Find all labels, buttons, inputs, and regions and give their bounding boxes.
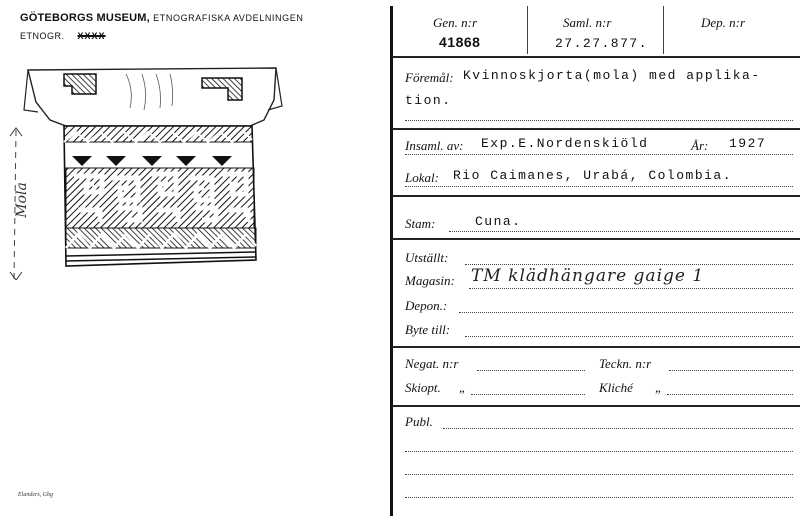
kliche-value: „	[655, 380, 663, 395]
lokal-value: Rio Caimanes, Urabá, Colombia.	[453, 168, 733, 183]
kliche-dotted-line	[667, 394, 793, 395]
column-divider	[663, 6, 664, 54]
publ-dotted-line	[405, 451, 793, 452]
negat-dotted-line	[477, 370, 585, 371]
lokal-label: Lokal:	[405, 170, 439, 185]
utstallt-dotted-line	[465, 264, 793, 265]
etnogr-line	[20, 31, 106, 41]
foremal-value: Kvinnoskjorta(mola) med applika-	[463, 68, 761, 83]
skiopt-label: Skiopt.	[405, 380, 441, 395]
foremal-label: Föremål:	[405, 70, 454, 85]
magasin-dotted-line	[469, 288, 793, 289]
magasin-label: Magasin:	[405, 273, 455, 288]
ar-value: 1927	[729, 136, 767, 151]
printer-credit: Elanders, Gbg	[18, 492, 53, 498]
skiopt-value: „	[459, 380, 467, 395]
stam-label: Stam:	[405, 216, 436, 231]
insaml-dotted-line	[405, 154, 793, 155]
kliche-label: Kliché	[599, 380, 633, 395]
department-name: ETNOGRAFISKA AVDELNINGEN	[153, 13, 304, 23]
mola-blouse-drawing	[6, 60, 286, 280]
left-panel	[0, 0, 385, 520]
side-mark-text: Mola	[14, 182, 30, 218]
column-divider	[527, 6, 528, 54]
gen-label: Gen. n:r	[433, 15, 478, 30]
byte-dotted-line	[465, 336, 793, 337]
foremal-value-line2: tion.	[405, 93, 452, 108]
publ-label: Publ.	[405, 414, 433, 429]
museum-name: GÖTEBORGS MUSEUM,	[20, 12, 150, 24]
etnogr-stamp: XXXX	[77, 31, 106, 41]
publ-dotted-line	[405, 474, 793, 475]
insaml-value: Exp.E.Nordenskiöld	[481, 136, 649, 151]
negat-label: Negat. n:r	[405, 356, 459, 371]
publ-dotted-line	[443, 428, 793, 429]
museum-header	[20, 12, 303, 24]
saml-value: 27.27.877.	[555, 36, 649, 51]
byte-label: Byte till:	[405, 322, 451, 337]
depon-dotted-line	[459, 312, 793, 313]
lokal-dotted-line	[405, 186, 793, 187]
dep-label: Dep. n:r	[701, 15, 746, 30]
publ-dotted-line	[405, 497, 793, 498]
skiopt-dotted-line	[471, 394, 585, 395]
foremal-dotted-line	[405, 120, 793, 121]
gen-value: 41868	[439, 34, 481, 50]
magasin-value: TM klädhängare gaige 1	[471, 266, 705, 286]
saml-label: Saml. n:r	[563, 15, 612, 30]
stam-value: Cuna.	[475, 214, 522, 229]
teckn-dotted-line	[669, 370, 793, 371]
teckn-label: Teckn. n:r	[599, 356, 652, 371]
catalog-card	[393, 0, 800, 520]
depon-label: Depon.:	[405, 298, 448, 313]
ar-label: År:	[691, 138, 709, 153]
insaml-label: Insaml. av:	[405, 138, 464, 153]
utstallt-label: Utställt:	[405, 250, 449, 265]
etnogr-label: ETNOGR.	[20, 31, 65, 41]
stam-dotted-line	[449, 231, 793, 232]
